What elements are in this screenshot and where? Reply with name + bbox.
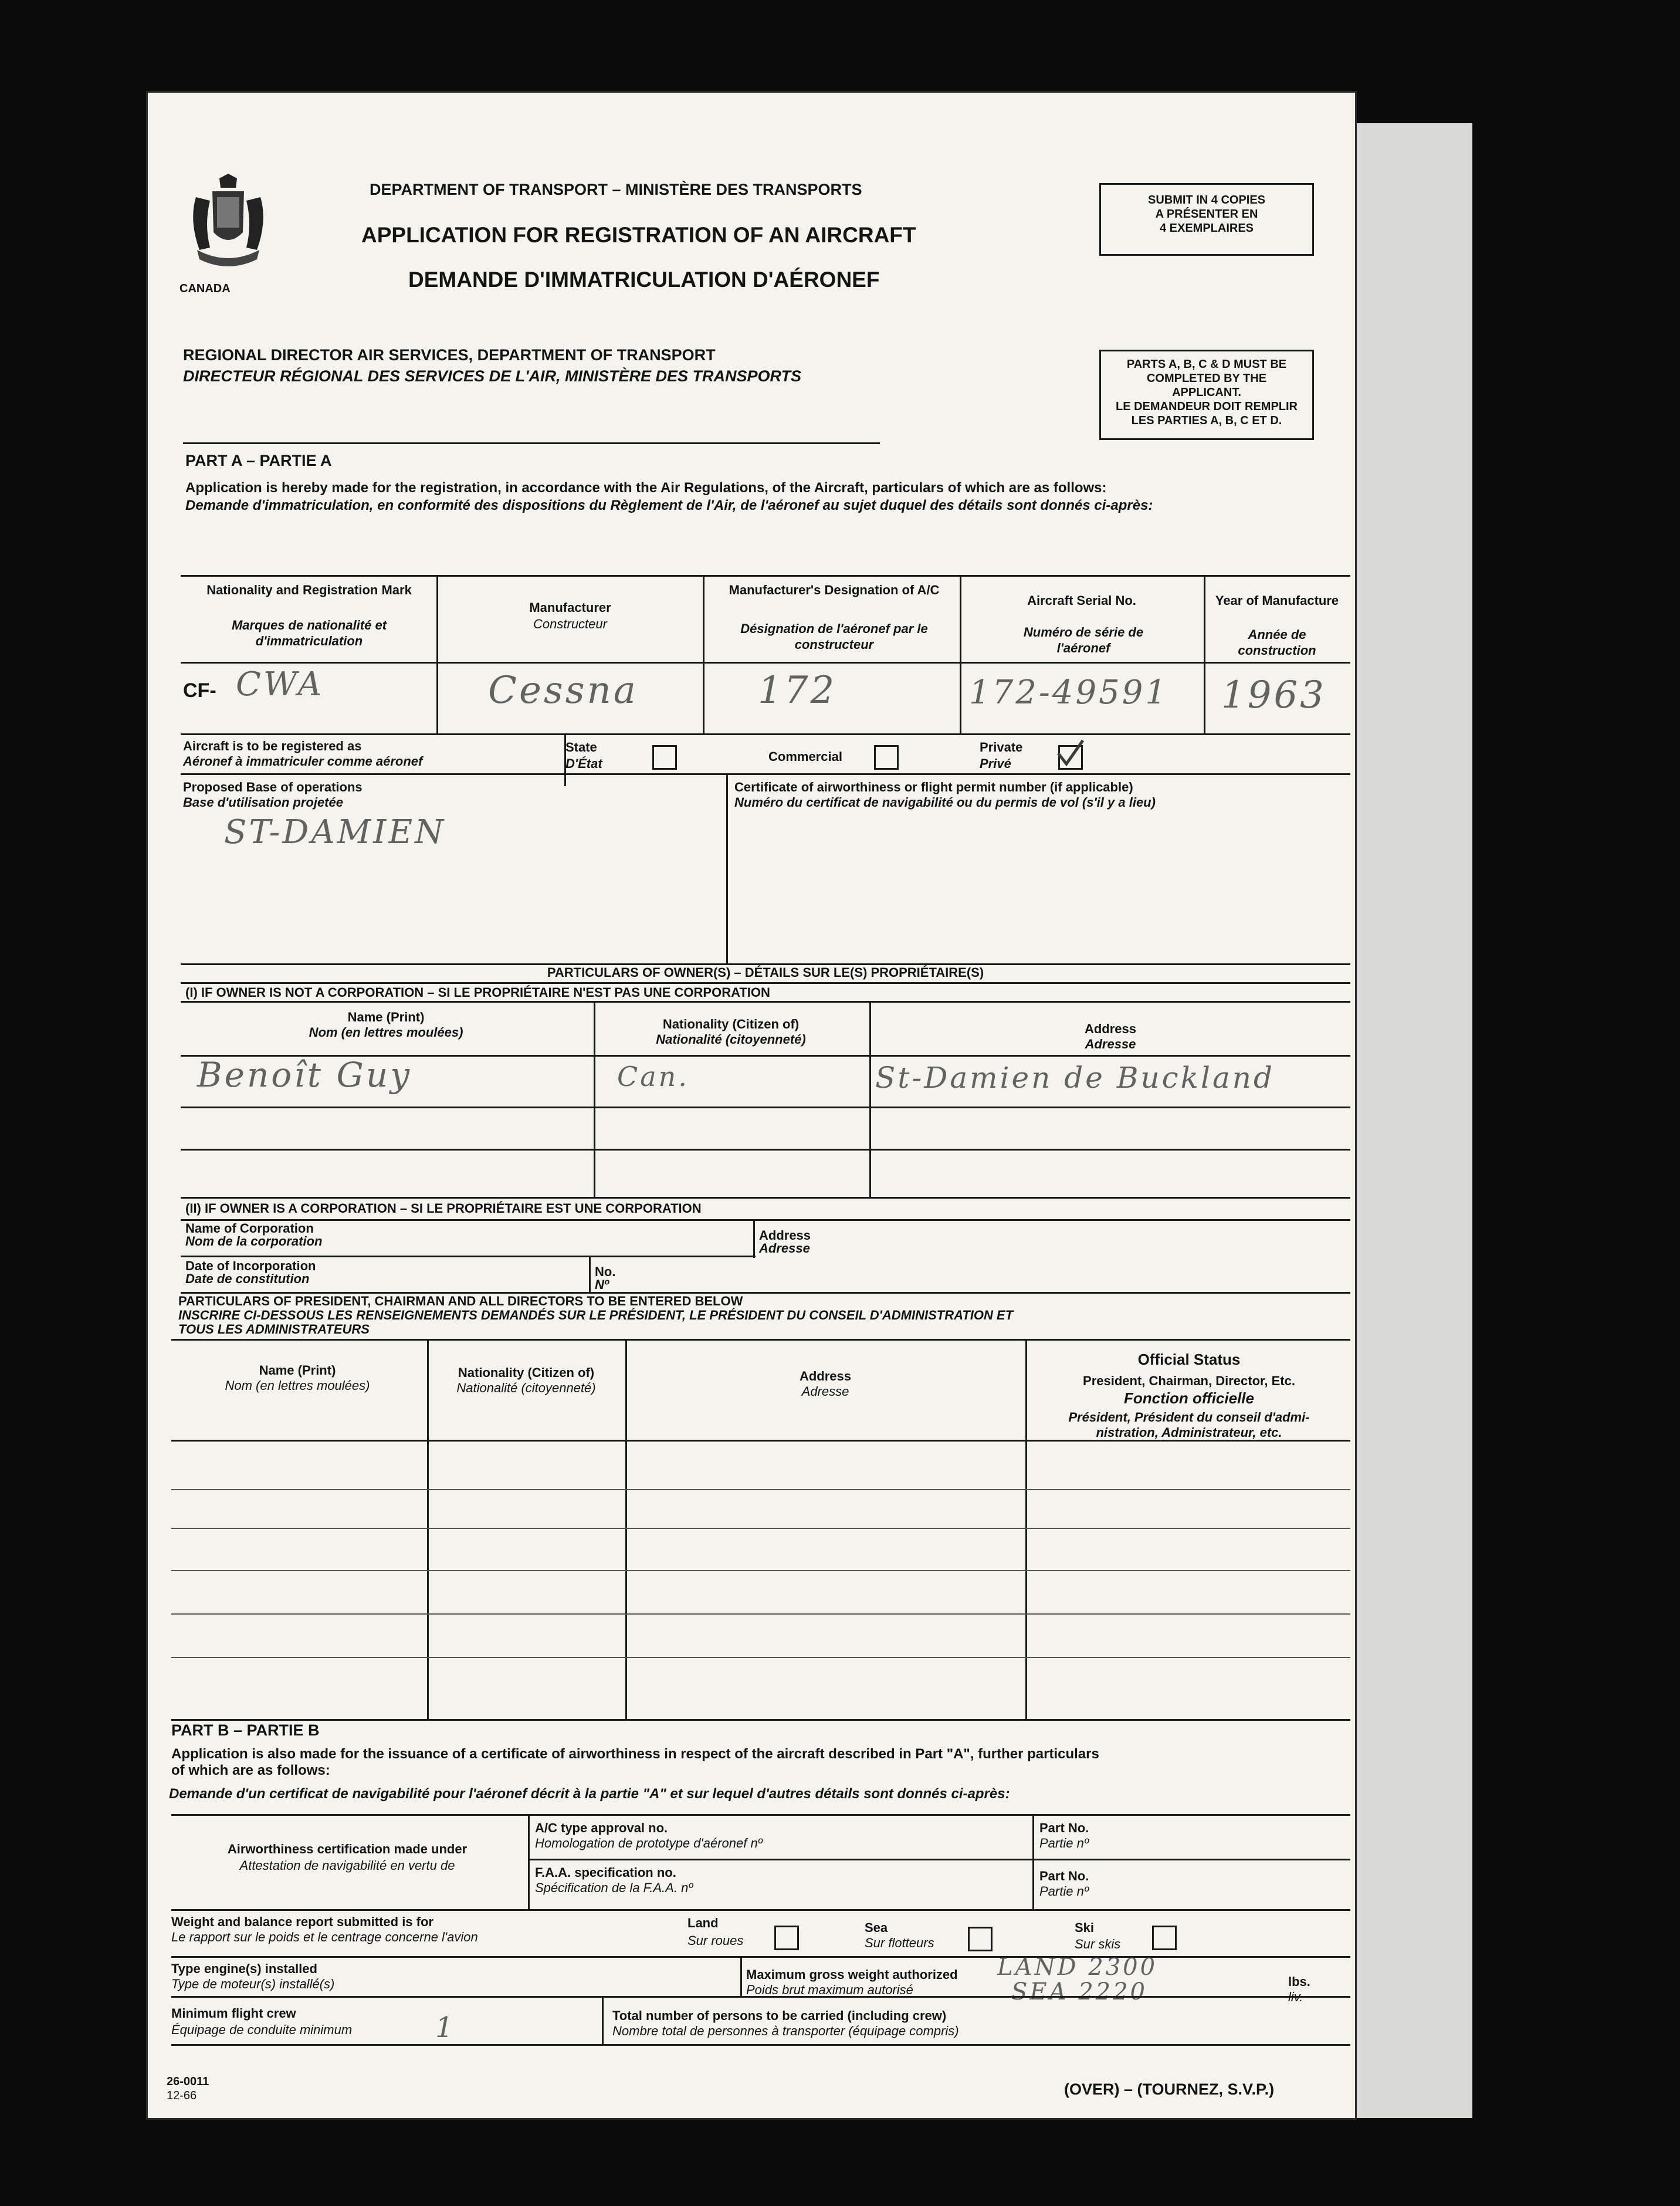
director-address-col: Address [799, 1369, 852, 1383]
commercial-checkbox[interactable] [874, 745, 899, 770]
owner-name-value[interactable]: Benoît Guy [197, 1055, 412, 1095]
ski-checkbox[interactable] [1152, 1926, 1177, 1950]
ski-label: Ski [1075, 1920, 1095, 1935]
directors-heading-en: PARTICULARS OF PRESIDENT, CHAIRMAN AND ALL DIRECTORS TO BE ENTERED BELOW [178, 1294, 743, 1308]
check-mark-icon [1054, 737, 1086, 770]
col-nationality: Nationality and Registration Mark [206, 583, 412, 597]
owner-nationality-col: Nationality (Citizen of) [662, 1017, 800, 1031]
owner-address-col: Address [1084, 1021, 1137, 1036]
col-manufacturer: Manufacturer [529, 600, 611, 615]
corporation-heading: (II) IF OWNER IS A CORPORATION – SI LE PROPRIÉTAIRE EST UNE CORPORATION [185, 1201, 702, 1216]
form-date: 12-66 [167, 2089, 197, 2102]
engine-type-label: Type engine(s) installed [171, 1961, 317, 1976]
part-b-intro-fr: Demande d'un certificat de navigabilité pour l'aéronef décrit à la partie "A" et sur lequel d'autres détails sont donnés ci-après: [169, 1786, 1010, 1802]
col-serial: Aircraft Serial No. [1027, 593, 1136, 608]
over-label: (OVER) – (TOURNEZ, S.V.P.) [1064, 2080, 1275, 2098]
part-a-heading: PART A – PARTIE A [185, 452, 332, 469]
corp-address-label: Address [759, 1228, 811, 1243]
total-persons-label: Total number of persons to be carried (including crew) [612, 2008, 947, 2023]
coat-of-arms-icon [184, 174, 272, 273]
official-status-col: Official Status [1137, 1351, 1241, 1368]
form-number: 26-0011 [167, 2075, 209, 2088]
lbs-label: lbs. [1288, 1974, 1310, 1989]
corp-no-label: No. [595, 1264, 616, 1279]
col-year: Year of Manufacture [1215, 593, 1339, 608]
submit-copies-box: SUBMIT IN 4 COPIES A PRÉSENTER EN 4 EXEMPLAIRES [1099, 183, 1314, 256]
part-b-intro-en: Application is also made for the issuance of a certificate of airworthiness in respect of the aircraft described in Part "A", further particulars [171, 1746, 1099, 1762]
max-weight-label: Maximum gross weight authorized [746, 1967, 958, 1982]
manufacturer-value[interactable]: Cessna [488, 669, 638, 712]
form-title-en: APPLICATION FOR REGISTRATION OF AN AIRCRAFT [361, 223, 916, 247]
part-no-label-2: Part No. [1039, 1869, 1089, 1883]
director-fr: DIRECTEUR RÉGIONAL DES SERVICES DE L'AIR, MINISTÈRE DES TRANSPORTS [183, 367, 802, 385]
private-label: Private [980, 740, 1023, 754]
min-crew-label: Minimum flight crew [171, 2006, 296, 2021]
director-nationality-col: Nationality (Citizen of) [458, 1365, 595, 1380]
min-crew-value[interactable]: 1 [435, 2011, 456, 2044]
faa-spec-label: F.A.A. specification no. [535, 1865, 676, 1880]
max-weight-land-value[interactable]: LAND 2300 [997, 1954, 1158, 1981]
part-a-intro-fr: Demande d'immatriculation, en conformité des dispositions du Règlement de l'Air, de l'aéronef au sujet duquel des détails sont donnés ci-après: [185, 498, 1153, 513]
state-checkbox[interactable] [652, 745, 677, 770]
back-sheet [1349, 123, 1472, 2118]
year-value[interactable]: 1963 [1221, 674, 1326, 717]
owner-address-value[interactable]: St-Damien de Buckland [875, 1061, 1275, 1095]
not-corporation-heading: (I) IF OWNER IS NOT A CORPORATION – SI LE PROPRIÉTAIRE N'EST PAS UNE CORPORATION [185, 985, 770, 1000]
base-value[interactable]: ST-DAMIEN [224, 813, 446, 851]
col-designation: Manufacturer's Designation of A/C [729, 583, 940, 597]
part-no-label-1: Part No. [1039, 1821, 1089, 1835]
part-b-heading: PART B – PARTIE B [171, 1721, 320, 1739]
corp-date-label: Date of Incorporation [185, 1258, 316, 1273]
max-weight-sea-value[interactable]: SEA 2220 [1011, 1978, 1147, 2005]
serial-value[interactable]: 172-49591 [969, 674, 1168, 712]
sea-checkbox[interactable] [968, 1927, 993, 1951]
part-a-intro-en: Application is hereby made for the registration, in accordance with the Air Regulations, of the Aircraft, particulars of which are as follows: [185, 480, 1107, 496]
registered-as-label: Aircraft is to be registered as [183, 739, 362, 753]
ac-type-label: A/C type approval no. [535, 1821, 668, 1835]
owner-nationality-value[interactable]: Can. [617, 1061, 689, 1092]
designation-value[interactable]: 172 [758, 669, 837, 712]
sea-label: Sea [865, 1920, 888, 1935]
corp-name-label: Name of Corporation [185, 1221, 314, 1236]
commercial-label: Commercial [768, 749, 842, 764]
form-title-fr: DEMANDE D'IMMATRICULATION D'AÉRONEF [408, 268, 880, 292]
weight-balance-label: Weight and balance report submitted is for [171, 1914, 433, 1929]
reg-prefix: CF- [183, 679, 216, 702]
certificate-label: Certificate of airworthiness or flight permit number (if applicable) [734, 780, 1133, 794]
director-name-col: Name (Print) [259, 1363, 336, 1378]
parts-required-box: PARTS A, B, C & D MUST BE COMPLETED BY THE APPLICANT. LE DEMANDEUR DOIT REMPLIR LES PARTIES A, B, C ET D. [1099, 350, 1314, 440]
country-label: CANADA [179, 282, 231, 295]
state-label: State [565, 740, 597, 754]
airworthiness-cert-label: Airworthiness certification made under [227, 1842, 468, 1856]
registration-mark-value[interactable]: CWA [236, 665, 324, 703]
land-label: Land [687, 1916, 719, 1930]
director-en: REGIONAL DIRECTOR AIR SERVICES, DEPARTMENT OF TRANSPORT [183, 346, 716, 364]
base-label: Proposed Base of operations [183, 780, 363, 794]
land-checkbox[interactable] [774, 1926, 799, 1950]
owners-heading: PARTICULARS OF OWNER(S) – DÉTAILS SUR LE(S) PROPRIÉTAIRE(S) [547, 965, 984, 980]
director-address-line [183, 442, 880, 444]
department-title: DEPARTMENT OF TRANSPORT – MINISTÈRE DES TRANSPORTS [370, 181, 862, 198]
form-page: CANADA DEPARTMENT OF TRANSPORT – MINISTÈRE DES TRANSPORTS APPLICATION FOR REGISTRATION OF AN AIRCRAFT DEMANDE D'IMMATRICULATION D'AÉRONEF SUBMIT IN 4 COPIES A PRÉSENTER EN 4 EXEMPLAIRES REGIONAL DIRECTOR AIR SERVICES, DEPARTMENT OF TRANSPORT DIRECTEUR RÉGIONAL DES SERVICES DE L'AIR, MINISTÈRE DES TRANSPORTS PARTS A, B, C & D MUST BE COMPLETED BY THE APPLICANT. LE DEMANDEUR DOIT REMPLIR LES PARTIES A, B, C ET D. PART A – PARTIE A Application is hereby made for the registration, in accordance with the Air Regulations, of the Aircraft, particulars of which are as follows: Demande d'immatriculation, en conformité des dispositions du Règlement de l'Air, de l'aéronef au sujet duquel des détails sont donnés ci-après: Nationality and Registration Mark Marques de nationalité et d'immatriculation Manufacturer Constructeur Manufacturer's Designation of A/C Désignation de l'aéronef par le constructeur Aircraft Serial No. Numéro de série de l'aéronef Year of Manufacture Année de construction CF- CWA Cessna 172 172-49591 1963 Aircraft is to be registered as Aéronef à immatriculer comme aéronef State D'État Commercial Private Privé Proposed Base of operations Base d'utilisation projetée ST-DAMIEN Certificate of airworthiness or flight permit number (if applicable) Numéro du certificat de navigabilité ou du permis de vol (s'il y a lieu) PARTICULARS OF OWNER(S) – DÉTAILS SUR LE(S) PROPRIÉTAIRE(S) (I) IF OWNER IS NOT A CORPORATION – SI LE PROPRIÉTAIRE N'EST PAS UNE CORPORATION Name (Print) Nom (en lettres moulées) Nationality (Citizen of) Nationalité (citoyenneté) Address Adresse Benoît Guy Can. St-Damien de Buckland (II) IF OWNER IS A CORPORATION – SI LE PROPRIÉTAIRE EST UNE CORPORATION Name of Corporation Nom de la corporation Address Adresse Date of Incorporation Date de constitution No. Nº PARTICULARS OF PRESIDENT, CHAIRMAN AND ALL DIRECTORS TO BE ENTERED BELOW INSCRIRE CI-DESSOUS LES RENSEIGNEMENTS DEMANDÉS SUR LE PRÉSIDENT, LE PRÉSIDENT DU CONSEIL D'ADMINISTRATION ET TOUS LES ADMINISTRATEURS Name (Print) Nom (en lettres moulées) Nationality (Citizen of) Nationalité (citoyenneté) Address Adresse Official Status President, Chairman, Director, Etc. Fonction officielle Président, Président du conseil d'admi- nistration, Administrateur, etc. PART B – PARTIE B Application is also made for the issuance of a certificate of airworthiness in respect of the aircraft described in Part "A", further particulars of which are as follows: Demande d'un certificat de navigabilité pour l'aéronef décrit à la partie "A" et sur lequel d'autres détails sont donnés ci-après: Airworthiness certification made under Attestation de navigabilité en vertu de A/C type approval no. Homologation de prototype d'aéronef nº Part No. Partie nº F.A.A. specification no. Spécification de la F.A.A. nº Part No. Partie nº Weight and balance report submitted is for Le rapport sur le poids et le centrage concerne l'avion Land Sur roues Sea Sur flotteurs Ski Sur skis Type engine(s) installed Type de moteur(s) installé(s) Maximum gross weight authorized Poids brut maximum autorisé LAND 2300 SEA 2220 lbs. liv. Minimum flight crew Équipage de conduite minimum 1 Total number of persons to be carried (including crew) Nombre total de personnes à transporter (équipage compris) 26-0011 12-66 (OVER) – (TOURNEZ, S.V.P.) [148, 93, 1355, 2118]
owner-name-col: Name (Print) [347, 1010, 425, 1024]
